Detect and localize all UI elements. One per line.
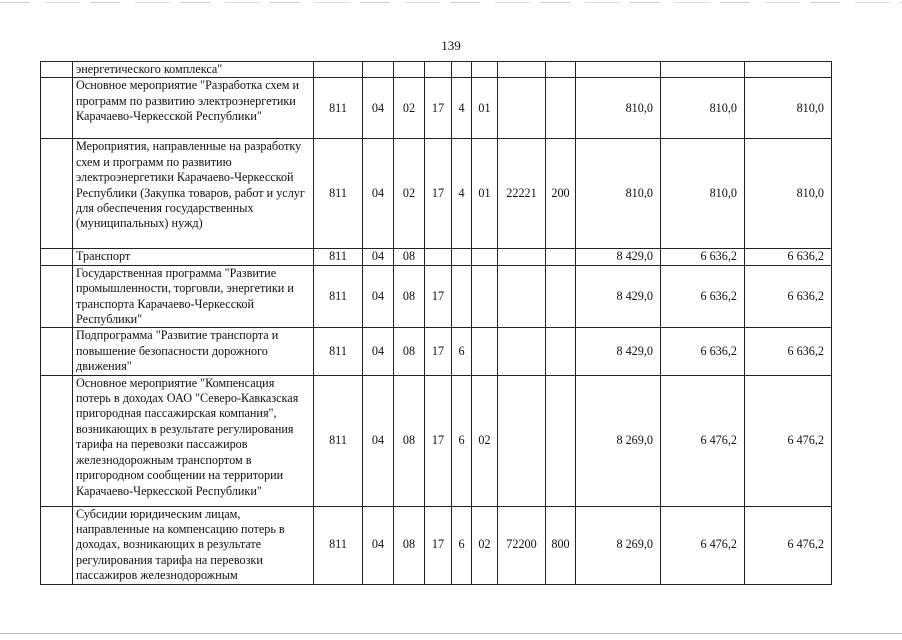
cell-ved — [314, 62, 363, 78]
blank-cell — [41, 78, 73, 139]
cell-vr — [546, 375, 576, 506]
cell-p1: 17 — [425, 78, 452, 139]
blank-cell — [41, 375, 73, 506]
table-row — [41, 139, 832, 249]
cell-p1: 17 — [425, 328, 452, 375]
cell-p3 — [472, 265, 498, 328]
cell-rz — [363, 62, 394, 78]
cell-kcs — [498, 62, 546, 78]
cell-y2: 810,0 — [661, 78, 745, 139]
cell-p1 — [425, 62, 452, 78]
scan-top-edge — [0, 2, 902, 3]
cell-p1: 17 — [425, 506, 452, 584]
table-row — [41, 78, 832, 139]
cell-p2 — [452, 62, 472, 78]
row-name: Основное мероприятие "Разработка схем и программ по развитию электроэнергетики Карачаево-Черкесской Республики" — [73, 78, 314, 139]
cell-p3: 02 — [472, 506, 498, 584]
cell-pr: 08 — [394, 328, 425, 375]
cell-kcs — [498, 249, 546, 265]
cell-p2 — [452, 265, 472, 328]
cell-p1 — [425, 249, 452, 265]
cell-p2: 6 — [452, 328, 472, 375]
cell-kcs: 22221 — [498, 139, 546, 249]
cell-y3: 6 476,2 — [745, 506, 832, 584]
cell-vr: 200 — [546, 139, 576, 249]
cell-y1: 8 269,0 — [576, 375, 661, 506]
blank-cell — [41, 265, 73, 328]
cell-y1: 810,0 — [576, 139, 661, 249]
row-name: Основное мероприятие "Компенсация потерь в доходах ОАО "Северо-Кавказская пригородная пассажирская компания", возникающих в результате регулирования тарифа на перевозки пассажиров железнодорожным транспортом в пригородном сообщении на территории Карачаево-Черкесской Республики" — [73, 375, 314, 506]
cell-y2: 6 636,2 — [661, 265, 745, 328]
cell-y1: 8 429,0 — [576, 265, 661, 328]
cell-p1: 17 — [425, 265, 452, 328]
cell-p2: 4 — [452, 139, 472, 249]
cell-pr: 02 — [394, 139, 425, 249]
cell-kcs — [498, 328, 546, 375]
cell-y3: 810,0 — [745, 139, 832, 249]
cell-p1: 17 — [425, 375, 452, 506]
cell-p3: 01 — [472, 139, 498, 249]
cell-y2: 6 636,2 — [661, 249, 745, 265]
cell-y3: 6 636,2 — [745, 265, 832, 328]
cell-ved: 811 — [314, 375, 363, 506]
cell-y2: 6 636,2 — [661, 328, 745, 375]
cell-p1: 17 — [425, 139, 452, 249]
cell-kcs — [498, 375, 546, 506]
cell-vr — [546, 249, 576, 265]
cell-p2: 6 — [452, 506, 472, 584]
blank-cell — [41, 249, 73, 265]
table-row — [41, 375, 832, 506]
cell-kcs — [498, 265, 546, 328]
cell-y2 — [661, 62, 745, 78]
cell-p3: 01 — [472, 78, 498, 139]
table-row — [41, 506, 832, 584]
scan-bottom-edge — [0, 633, 902, 634]
cell-rz: 04 — [363, 249, 394, 265]
cell-y2: 810,0 — [661, 139, 745, 249]
cell-p2: 4 — [452, 78, 472, 139]
row-name: Подпрограмма "Развитие транспорта и повышение безопасности дорожного движения" — [73, 328, 314, 375]
blank-cell — [41, 139, 73, 249]
cell-y1: 8 429,0 — [576, 328, 661, 375]
cell-ved: 811 — [314, 328, 363, 375]
page-number: 139 — [441, 38, 461, 53]
cell-p3 — [472, 249, 498, 265]
cell-ved: 811 — [314, 78, 363, 139]
cell-vr — [546, 328, 576, 375]
cell-y1: 8 429,0 — [576, 249, 661, 265]
cell-p2: 6 — [452, 375, 472, 506]
cell-y3: 810,0 — [745, 78, 832, 139]
cell-ved: 811 — [314, 506, 363, 584]
cell-pr: 08 — [394, 265, 425, 328]
cell-y3 — [745, 62, 832, 78]
cell-vr — [546, 265, 576, 328]
cell-vr: 800 — [546, 506, 576, 584]
cell-y2: 6 476,2 — [661, 375, 745, 506]
cell-kcs — [498, 78, 546, 139]
cell-p3 — [472, 328, 498, 375]
row-name: энергетического комплекса" — [73, 62, 314, 78]
cell-p3 — [472, 62, 498, 78]
cell-p2 — [452, 249, 472, 265]
cell-pr: 02 — [394, 78, 425, 139]
cell-rz: 04 — [363, 139, 394, 249]
cell-ved: 811 — [314, 249, 363, 265]
cell-rz: 04 — [363, 506, 394, 584]
cell-vr — [546, 78, 576, 139]
cell-vr — [546, 62, 576, 78]
blank-cell — [41, 62, 73, 78]
cell-y1: 8 269,0 — [576, 506, 661, 584]
table-row — [41, 249, 832, 265]
cell-rz: 04 — [363, 375, 394, 506]
cell-pr: 08 — [394, 506, 425, 584]
cell-rz: 04 — [363, 265, 394, 328]
cell-rz: 04 — [363, 328, 394, 375]
cell-pr: 08 — [394, 375, 425, 506]
cell-y3: 6 476,2 — [745, 375, 832, 506]
cell-ved: 811 — [314, 139, 363, 249]
cell-y1: 810,0 — [576, 78, 661, 139]
table-row — [41, 62, 832, 78]
row-name: Транспорт — [73, 249, 314, 265]
row-name: Мероприятия, направленные на разработку схем и программ по развитию электроэнергетики Карачаево-Черкесской Республики (Закупка товаров, работ и услуг для обеспечения государственных (муниципальных) нужд) — [73, 139, 314, 249]
cell-ved: 811 — [314, 265, 363, 328]
cell-pr: 08 — [394, 249, 425, 265]
cell-y2: 6 476,2 — [661, 506, 745, 584]
cell-y3: 6 636,2 — [745, 249, 832, 265]
cell-y1 — [576, 62, 661, 78]
table-row — [41, 328, 832, 375]
cell-pr — [394, 62, 425, 78]
cell-rz: 04 — [363, 78, 394, 139]
row-name: Субсидии юридическим лицам, направленные на компенсацию потерь в доходах, возникающих в результате регулирования тарифа на перевозки пассажиров железнодорожным — [73, 506, 314, 584]
cell-kcs: 72200 — [498, 506, 546, 584]
row-name: Государственная программа "Развитие промышленности, торговли, энергетики и транспорта Карачаево-Черкесской Республики" — [73, 265, 314, 328]
cell-p3: 02 — [472, 375, 498, 506]
budget-table — [40, 61, 832, 585]
blank-cell — [41, 506, 73, 584]
cell-y3: 6 636,2 — [745, 328, 832, 375]
table-row — [41, 265, 832, 328]
blank-cell — [41, 328, 73, 375]
